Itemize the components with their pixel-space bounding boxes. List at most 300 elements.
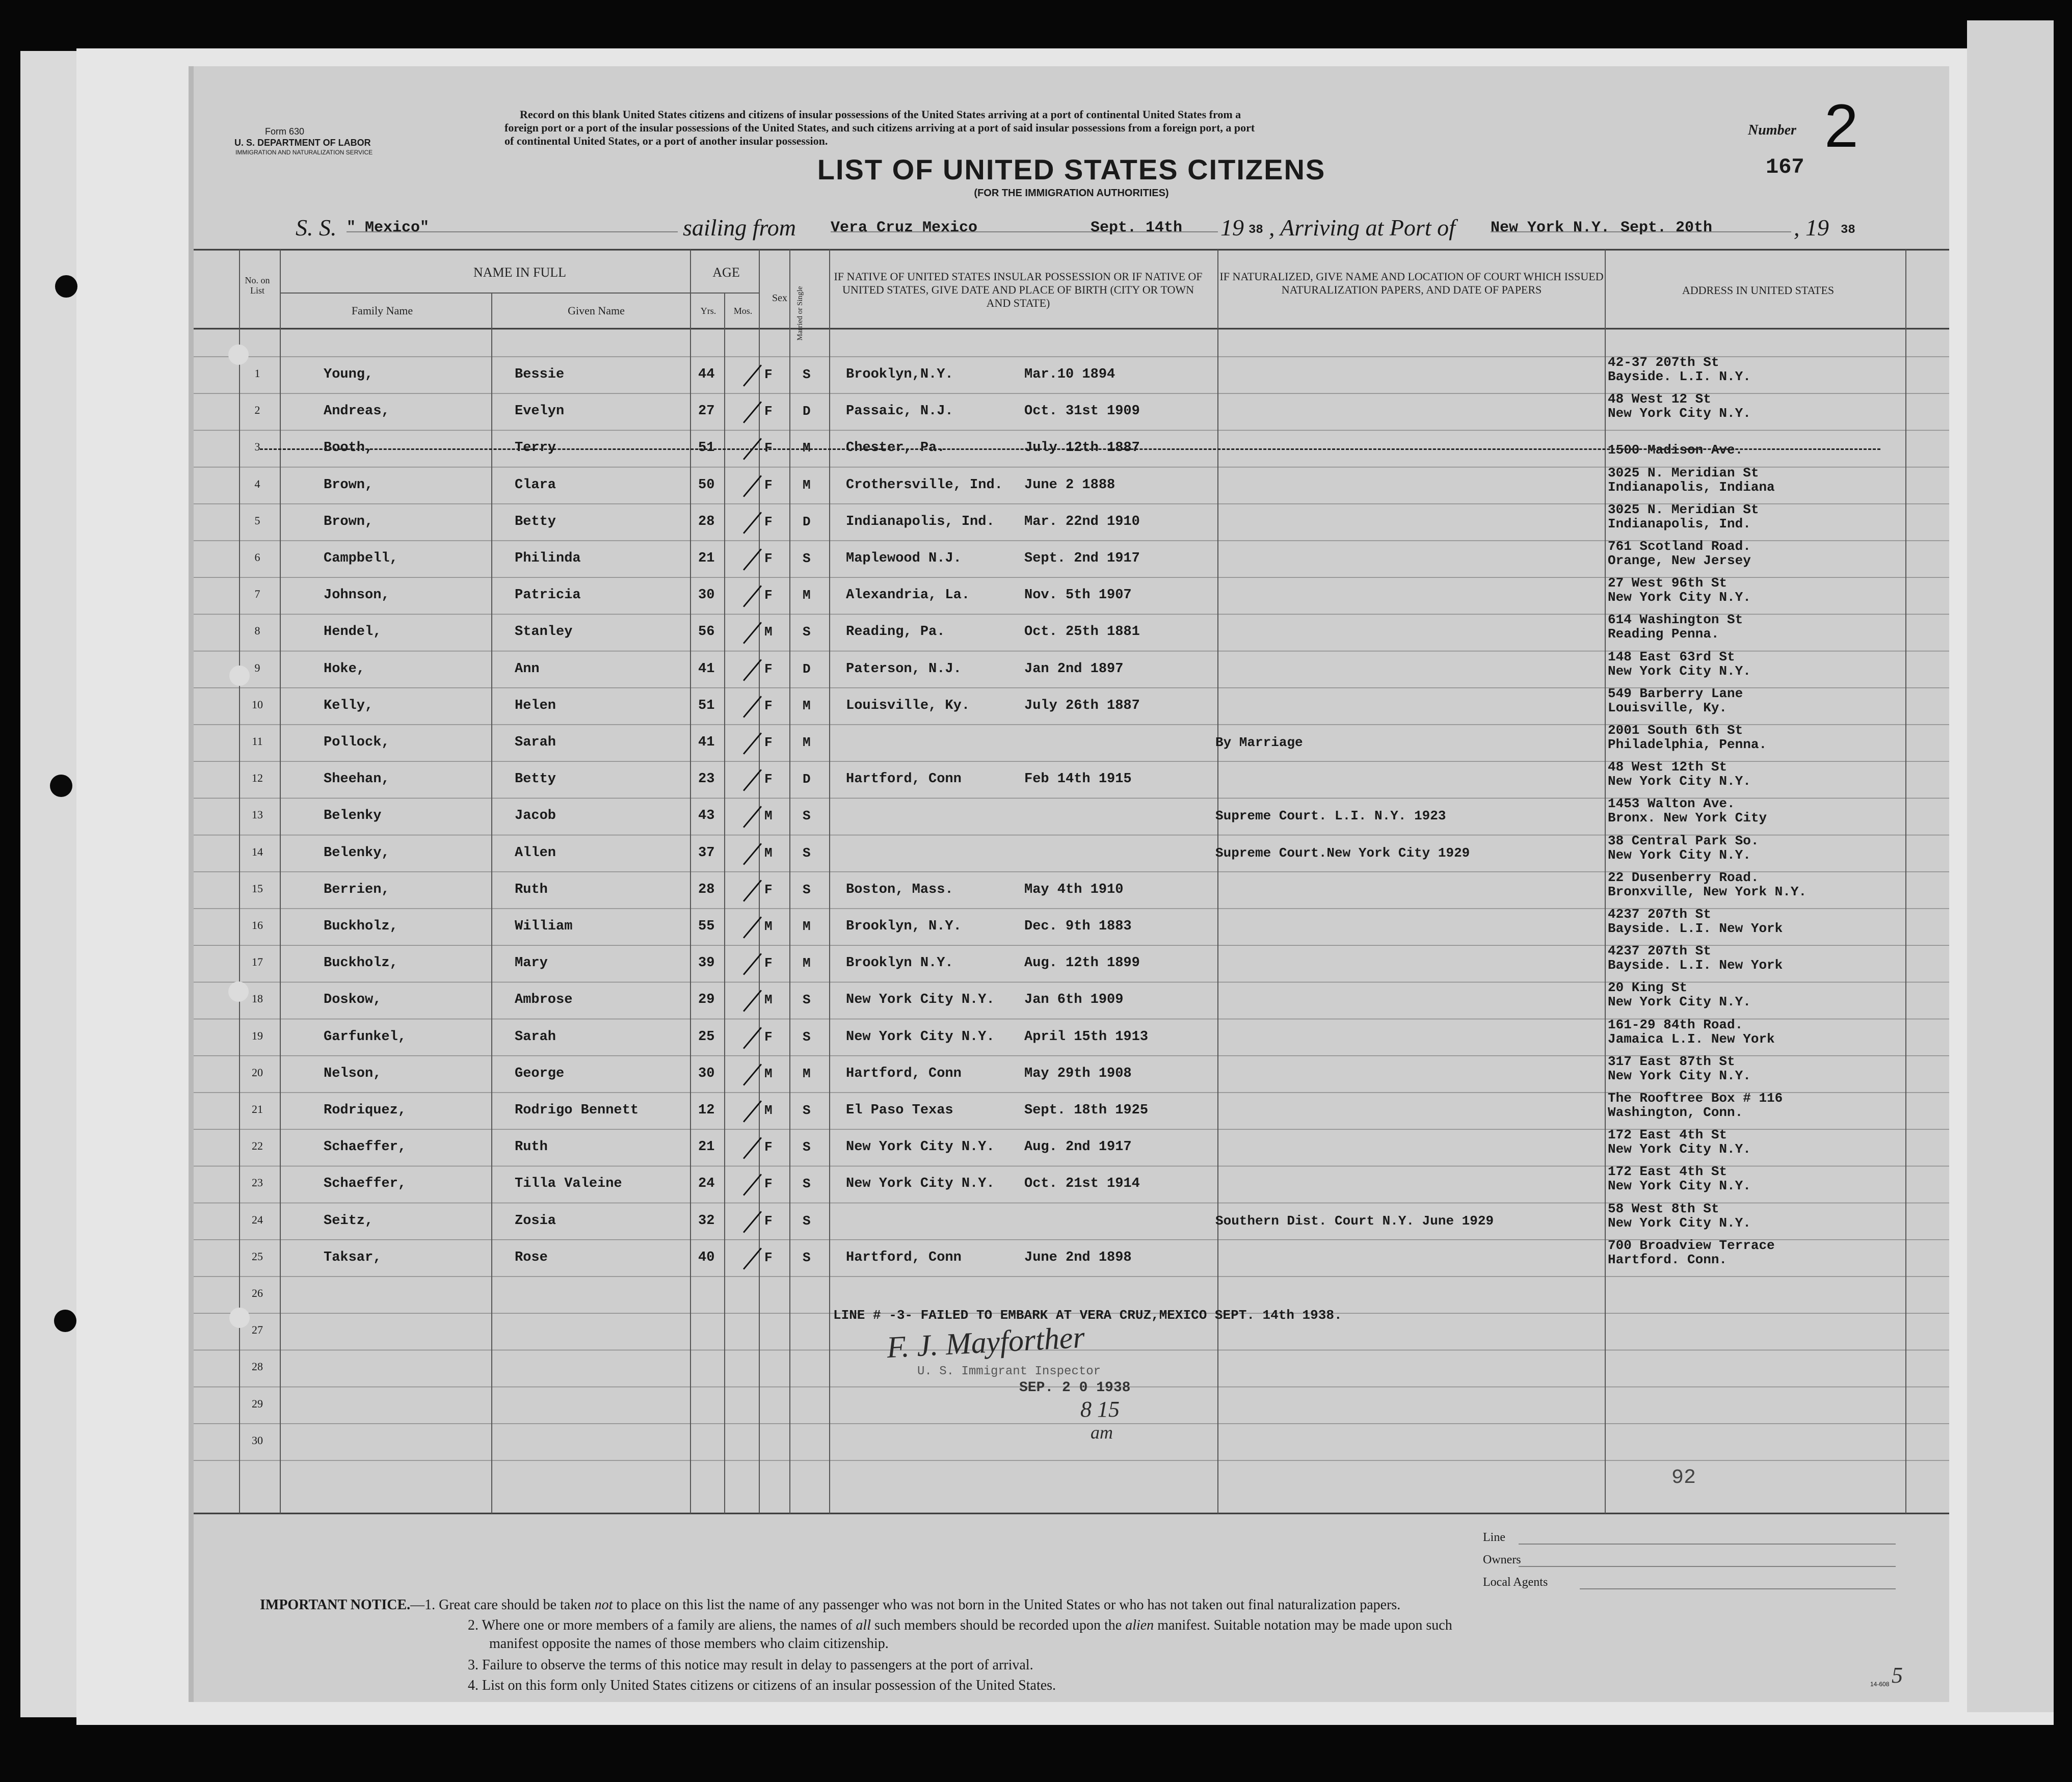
birth-date: Sept. 18th 1925 — [1024, 1103, 1149, 1118]
birth-place: New York City N.Y. — [846, 992, 995, 1008]
marital-status: S — [803, 992, 811, 1008]
address-line-2: New York City N.Y. — [1608, 590, 1751, 605]
birth-place: Chester, Pa. — [846, 440, 945, 456]
sex: F — [764, 588, 773, 603]
row-number: 13 — [252, 808, 263, 821]
check-mark-icon — [743, 843, 762, 865]
address-line-2: New York City N.Y. — [1608, 663, 1751, 679]
family-name: Brown, — [324, 477, 374, 493]
age-years: 30 — [698, 588, 715, 603]
birth-place: New York City N.Y. — [846, 1139, 995, 1155]
check-mark-icon — [743, 953, 762, 975]
table-row — [194, 761, 1949, 798]
check-mark-icon — [743, 880, 762, 901]
notice-4: 4. List on this form only United States citizens or citizens of an insular possession of the United States. — [468, 1678, 1056, 1693]
given-name: Evelyn — [515, 404, 565, 419]
row-number: 22 — [252, 1139, 263, 1153]
service-name: IMMIGRATION AND NATURALIZATION SERVICE — [235, 149, 373, 156]
department-name: U. S. DEPARTMENT OF LABOR — [234, 138, 371, 148]
notice-2-emphasis-all: all — [856, 1617, 871, 1633]
sex: M — [764, 1103, 773, 1118]
header-address: ADDRESS IN UNITED STATES — [1682, 284, 1835, 297]
notice-2-post: manifest. Suitable notation may be made upon such — [1154, 1617, 1452, 1633]
notice-1-post: to place on this list the name of any passenger who was not born in the United States or who has not taken out final naturalization papers. — [613, 1597, 1401, 1613]
given-name: Ruth — [515, 882, 548, 897]
address-line-1: 161-29 84th Road. — [1608, 1017, 1743, 1032]
instructions-line-2: foreign port or a port of the insular possessions of the United States, and such citizens arriving at a port of said insular possessions from a foreign port, a port — [504, 121, 1255, 134]
given-name: Mary — [515, 955, 548, 971]
birth-date: Oct. 21st 1914 — [1024, 1176, 1140, 1192]
notice-2-pre: 2. Where one or more members of a family are aliens, the names of — [468, 1617, 856, 1633]
age-years: 32 — [698, 1213, 715, 1229]
given-name: Betty — [515, 772, 556, 787]
address-line-2: New York City N.Y. — [1608, 994, 1751, 1010]
birth-place: Alexandria, La. — [846, 588, 970, 603]
age-years: 41 — [698, 735, 715, 750]
marital-status: S — [803, 551, 811, 566]
marital-status: S — [803, 367, 811, 382]
address-line-2: Louisville, Ky. — [1608, 700, 1728, 715]
sheet-number: 167 — [1766, 155, 1804, 179]
sex: F — [764, 367, 773, 382]
notice-1-emphasis: not — [594, 1597, 613, 1613]
given-name: Philinda — [515, 551, 581, 566]
birth-date: July 26th 1887 — [1024, 698, 1140, 713]
row-number: 28 — [252, 1360, 263, 1373]
marital-status: S — [803, 1249, 811, 1265]
address-line-1: 761 Scotland Road. — [1608, 539, 1751, 554]
header-age: AGE — [712, 265, 740, 280]
marital-status: S — [803, 1029, 811, 1045]
address-line-2: Washington, Conn. — [1608, 1105, 1743, 1120]
table-row — [194, 393, 1949, 430]
instructions-line-1: Record on this blank United States citizens and citizens of insular possessions of the United States arriving at a port of continental United States from a — [520, 108, 1241, 121]
check-mark-icon — [743, 696, 762, 717]
family-name: Berrien, — [324, 882, 390, 897]
check-mark-icon — [743, 1063, 762, 1085]
row-number: 29 — [252, 1397, 263, 1410]
given-name: Jacob — [515, 808, 556, 824]
row-number: 10 — [252, 698, 263, 711]
birth-place: New York City N.Y. — [846, 1176, 995, 1192]
row-number: 3 — [254, 440, 260, 454]
family-name: Brown, — [324, 514, 374, 529]
row-number: 24 — [252, 1213, 263, 1226]
marital-status: M — [803, 698, 811, 713]
row-number: 15 — [252, 882, 263, 895]
address-line-2: New York City N.Y. — [1608, 1215, 1751, 1231]
check-mark-icon — [743, 1247, 762, 1269]
given-name: Betty — [515, 514, 556, 529]
address-line-1: 42-37 207th St — [1608, 355, 1719, 370]
family-name: Buckholz, — [324, 919, 398, 934]
birth-date: Aug. 12th 1899 — [1024, 955, 1140, 971]
arrival-year-prefix: , 19 — [1794, 215, 1829, 241]
table-row — [194, 1166, 1949, 1203]
row-number: 9 — [254, 661, 260, 674]
sex: F — [764, 1029, 773, 1045]
form-number: Form 630 — [265, 126, 305, 137]
row-number: 12 — [252, 772, 263, 785]
age-years: 29 — [698, 992, 715, 1008]
marital-status: S — [803, 1213, 811, 1229]
age-years: 56 — [698, 624, 715, 640]
row-strikethrough — [260, 448, 1880, 450]
notice-2-mid: such members should be recorded upon the — [870, 1617, 1126, 1633]
given-name: George — [515, 1066, 565, 1081]
age-years: 55 — [698, 919, 715, 934]
age-years: 27 — [698, 404, 715, 419]
age-years: 24 — [698, 1176, 715, 1192]
birth-place: Hartford, Conn — [846, 772, 962, 787]
row-number: 26 — [252, 1287, 263, 1299]
sex: F — [764, 477, 773, 493]
given-name: Rodrigo Bennett — [515, 1103, 639, 1118]
notice-2-emphasis-alien: alien — [1125, 1617, 1154, 1633]
marital-status: S — [803, 882, 811, 897]
check-mark-icon — [743, 806, 762, 828]
marital-status: M — [803, 955, 811, 971]
header-months: Mos. — [733, 306, 753, 316]
notice-2-continued: manifest opposite the names of those members who claim citizenship. — [489, 1636, 889, 1652]
header-given-name: Given Name — [568, 304, 625, 317]
sex: F — [764, 772, 773, 787]
table-row — [194, 725, 1949, 761]
arrival-port: New York N.Y. — [1491, 219, 1610, 236]
address-line-2: Bronxville, New York N.Y. — [1608, 884, 1807, 899]
line-label: Line — [1483, 1531, 1505, 1544]
sex: F — [764, 551, 773, 566]
birth-date: June 2nd 1898 — [1024, 1249, 1132, 1265]
family-name: Andreas, — [324, 404, 390, 419]
sex: F — [764, 1139, 773, 1155]
sex: F — [764, 404, 773, 419]
age-years: 44 — [698, 367, 715, 382]
age-years: 25 — [698, 1029, 715, 1045]
check-mark-icon — [743, 769, 762, 791]
birth-date: Mar. 22nd 1910 — [1024, 514, 1140, 529]
check-mark-icon — [743, 622, 762, 644]
check-mark-icon — [743, 1174, 762, 1196]
number-value: 2 — [1824, 92, 1858, 160]
given-name: Terry — [515, 440, 556, 456]
given-name: Patricia — [515, 588, 581, 603]
check-mark-icon — [743, 1027, 762, 1049]
address-line-2: New York City N.Y. — [1608, 847, 1751, 863]
given-name: Bessie — [515, 367, 565, 382]
age-years: 28 — [698, 882, 715, 897]
row-number: 27 — [252, 1323, 263, 1337]
age-years: 41 — [698, 661, 715, 677]
birth-date: Aug. 2nd 1917 — [1024, 1139, 1132, 1155]
address-line-1: 4237 207th St — [1608, 943, 1711, 959]
ship-name: " Mexico" — [347, 219, 430, 236]
table-row — [194, 1019, 1949, 1056]
departure-year: 38 — [1248, 223, 1263, 237]
birth-place: Passaic, N.J. — [846, 404, 953, 419]
birth-place: El Paso Texas — [846, 1103, 953, 1118]
departure-year-prefix: 19 — [1220, 215, 1244, 241]
notice-2 — [468, 1615, 1452, 1636]
marital-status: S — [803, 1103, 811, 1118]
given-name: Clara — [515, 477, 556, 493]
notice-heading: IMPORTANT NOTICE. — [260, 1597, 411, 1613]
table-row — [194, 982, 1949, 1019]
sex: M — [764, 624, 773, 640]
check-mark-icon — [743, 364, 762, 386]
row-number: 18 — [252, 992, 263, 1005]
address-line-2: Philadelphia, Penna. — [1608, 737, 1767, 752]
given-name: Helen — [515, 698, 556, 713]
arriving-label: , Arriving at Port of — [1269, 215, 1455, 241]
table-row — [194, 1237, 1949, 1276]
check-mark-icon — [743, 990, 762, 1012]
check-mark-icon — [743, 586, 762, 607]
header-married-or-single: Married or Single — [796, 286, 804, 341]
birth-date: May 4th 1910 — [1024, 882, 1124, 897]
marital-status: D — [803, 404, 811, 419]
address-line-1: 48 West 12th St — [1608, 759, 1728, 775]
header-years: Yrs. — [700, 306, 716, 316]
address-line-1: 1453 Walton Ave. — [1608, 796, 1735, 812]
address-line-2: New York City N.Y. — [1608, 406, 1751, 421]
given-name: Ann — [515, 661, 540, 677]
check-mark-icon — [743, 916, 762, 938]
birth-place: Paterson, N.J. — [846, 661, 962, 677]
marital-status: D — [803, 514, 811, 529]
family-name: Sheehan, — [324, 772, 390, 787]
address-line-1: 3025 N. Meridian St — [1608, 465, 1759, 481]
family-name: Booth, — [324, 440, 374, 456]
address-line-1: 58 West 8th St — [1608, 1201, 1719, 1216]
sex: F — [764, 1176, 773, 1192]
row-number: 4 — [254, 477, 260, 490]
address-line-1: 3025 N. Meridian St — [1608, 501, 1759, 517]
row-number: 25 — [252, 1249, 263, 1263]
table-row — [194, 1093, 1949, 1129]
address-line-2: Bronx. New York City — [1608, 810, 1767, 826]
naturalization-court: Southern Dist. Court N.Y. June 1929 — [1215, 1213, 1494, 1229]
footer-form-code: 14-608 — [1870, 1681, 1890, 1688]
row-number: 16 — [252, 919, 263, 932]
inspector-title: U. S. Immigrant Inspector — [917, 1365, 1101, 1378]
sex: M — [764, 919, 773, 934]
sailing-from-label: sailing from — [683, 215, 796, 241]
address-line-1: 27 West 96th St — [1608, 575, 1728, 591]
header-list-number: No. on List — [245, 275, 270, 296]
address-line-1: 614 Washington St — [1608, 612, 1743, 628]
table-row — [194, 798, 1949, 835]
check-mark-icon — [743, 475, 762, 497]
given-name: Tilla Valeine — [515, 1176, 622, 1192]
number-label: Number — [1748, 122, 1796, 138]
table-row — [194, 1424, 1949, 1460]
birth-place: Crothersville, Ind. — [846, 477, 1003, 493]
notice-3: 3. Failure to observe the terms of this notice may result in delay to passengers at the port of arrival. — [468, 1657, 1033, 1673]
check-mark-icon — [743, 732, 762, 754]
page-stamp: 92 — [1671, 1467, 1696, 1490]
table-row — [194, 945, 1949, 982]
page-subtitle: (FOR THE IMMIGRATION AUTHORITIES) — [974, 188, 1169, 199]
given-name: Rose — [515, 1249, 548, 1265]
instructions-line-3: of continental United States, or a port of another insular possession. — [504, 135, 828, 147]
sex: M — [764, 1066, 773, 1081]
family-name: Pollock, — [324, 735, 390, 750]
family-name: Rodriquez, — [324, 1103, 407, 1118]
marital-status: S — [803, 624, 811, 640]
table-row — [194, 685, 1949, 725]
arrival-date: Sept. 20th — [1621, 219, 1713, 236]
notice-1 — [260, 1595, 1400, 1615]
owners-label: Owners — [1483, 1553, 1521, 1566]
sex: F — [764, 698, 773, 713]
inspector-signature: F. J. Mayforther — [886, 1320, 1086, 1365]
family-name: Schaeffer, — [324, 1176, 407, 1192]
birth-place: Boston, Mass. — [846, 882, 953, 897]
family-name: Taksar, — [324, 1249, 382, 1265]
marital-status: S — [803, 845, 811, 861]
table-row — [194, 614, 1949, 651]
am-note: am — [1091, 1422, 1113, 1443]
given-name: Stanley — [515, 624, 573, 640]
address-line-2: Reading Penna. — [1608, 626, 1719, 642]
address-line-2: New York City N.Y. — [1608, 774, 1751, 789]
birth-date: Oct. 25th 1881 — [1024, 624, 1140, 640]
birth-date: July 12th 1887 — [1024, 440, 1140, 456]
sex: F — [764, 955, 773, 971]
header-sex: Sex — [772, 292, 787, 304]
check-mark-icon — [743, 402, 762, 423]
age-years: 37 — [698, 845, 715, 861]
header-naturalization: IF NATURALIZED, GIVE NAME AND LOCATION OF COURT WHICH ISSUED NATURALIZATION PAPERS, AND DATE OF PAPERS — [1219, 270, 1604, 296]
birth-date: Sept. 2nd 1917 — [1024, 551, 1140, 566]
table-row — [194, 909, 1949, 945]
family-name: Hendel, — [324, 624, 382, 640]
age-years: 23 — [698, 772, 715, 787]
row-number: 1 — [254, 367, 260, 380]
check-mark-icon — [743, 1100, 762, 1122]
birth-date: Dec. 9th 1883 — [1024, 919, 1132, 934]
address-line-1: 148 East 63rd St — [1608, 649, 1735, 664]
row-number: 11 — [252, 735, 263, 748]
row-number: 17 — [252, 955, 263, 969]
check-mark-icon — [743, 512, 762, 534]
address-line-2: Indianapolis, Indiana — [1608, 479, 1775, 495]
sex: F — [764, 661, 773, 677]
table-row — [194, 577, 1949, 614]
birth-place: Louisville, Ky. — [846, 698, 970, 713]
arrival-year: 38 — [1841, 223, 1855, 237]
age-years: 28 — [698, 514, 715, 529]
birth-place: Brooklyn,N.Y. — [846, 367, 953, 382]
address-line-2: Orange, New Jersey — [1608, 553, 1751, 568]
family-name: Young, — [324, 367, 374, 382]
age-years: 30 — [698, 1066, 715, 1081]
address-line-1: 22 Dusenberry Road. — [1608, 869, 1759, 885]
address-line-1: 4237 207th St — [1608, 907, 1711, 922]
age-years: 43 — [698, 808, 715, 824]
given-name: Sarah — [515, 1029, 556, 1045]
binder-hole-icon — [54, 1310, 76, 1332]
ss-label: S. S. — [296, 215, 337, 241]
table-row — [194, 1129, 1949, 1166]
header-family-name: Family Name — [351, 304, 413, 317]
arrival-date-stamp: SEP. 2 0 1938 — [1019, 1380, 1131, 1396]
row-number: 14 — [252, 845, 263, 858]
birth-date: June 2 1888 — [1024, 477, 1115, 493]
marital-status: M — [803, 440, 811, 456]
header-name-in-full: NAME IN FULL — [473, 265, 566, 280]
given-name: Ambrose — [515, 992, 573, 1008]
sex: M — [764, 845, 773, 861]
age-years: 40 — [698, 1249, 715, 1265]
address-line-1: 700 Broadview Terrace — [1608, 1237, 1775, 1253]
marital-status: S — [803, 1139, 811, 1155]
birth-place: Hartford, Conn — [846, 1066, 962, 1081]
departure-port: Vera Cruz Mexico — [831, 219, 978, 236]
birth-date: Nov. 5th 1907 — [1024, 588, 1132, 603]
address-line-1: 48 West 12 St — [1608, 391, 1711, 407]
marital-status: M — [803, 1066, 811, 1081]
sex: F — [764, 882, 773, 897]
manifest-sheet — [189, 66, 1949, 1702]
address-line-2: Bayside. L.I. N.Y. — [1608, 369, 1751, 384]
age-years: 21 — [698, 551, 715, 566]
check-mark-icon — [743, 1211, 762, 1233]
birth-place: Brooklyn N.Y. — [846, 955, 953, 971]
address-line-2: 1500 Madison Ave. — [1608, 442, 1743, 458]
family-name: Hoke, — [324, 661, 365, 677]
row-number: 20 — [252, 1066, 263, 1079]
back-page-right-edge — [1967, 20, 2054, 1712]
marital-status: M — [803, 477, 811, 493]
family-name: Campbell, — [324, 551, 398, 566]
family-name: Seitz, — [324, 1213, 374, 1229]
departure-date: Sept. 14th — [1091, 219, 1183, 236]
age-years: 51 — [698, 440, 715, 456]
age-years: 50 — [698, 477, 715, 493]
marital-status: M — [803, 735, 811, 750]
notice-1-pre: —1. Great care should be taken — [410, 1597, 595, 1613]
family-name: Kelly, — [324, 698, 374, 713]
age-years: 51 — [698, 698, 715, 713]
address-line-1: 20 King St — [1608, 980, 1688, 996]
address-line-2: New York City N.Y. — [1608, 1068, 1751, 1083]
given-name: Allen — [515, 845, 556, 861]
birth-date: Oct. 31st 1909 — [1024, 404, 1140, 419]
address-line-1: 172 East 4th St — [1608, 1127, 1728, 1143]
address-line-2: Bayside. L.I. New York — [1608, 921, 1783, 936]
naturalization-court: Supreme Court.New York City 1929 — [1215, 845, 1470, 861]
family-name: Belenky — [324, 808, 382, 824]
table-row — [194, 835, 1949, 872]
important-notice — [260, 1595, 1400, 1615]
family-name: Belenky, — [324, 845, 390, 861]
table-row — [194, 651, 1949, 688]
sex: F — [764, 514, 773, 529]
address-line-2: Indianapolis, Ind. — [1608, 516, 1751, 531]
binder-hole-icon — [50, 775, 72, 797]
birth-place: Indianapolis, Ind. — [846, 514, 995, 529]
check-mark-icon — [743, 548, 762, 570]
check-mark-icon — [743, 659, 762, 681]
age-years: 39 — [698, 955, 715, 971]
sex: F — [764, 440, 773, 456]
birth-date: Feb 14th 1915 — [1024, 772, 1132, 787]
row-number: 30 — [252, 1433, 263, 1447]
marital-status: S — [803, 808, 811, 824]
table-row — [194, 501, 1949, 541]
